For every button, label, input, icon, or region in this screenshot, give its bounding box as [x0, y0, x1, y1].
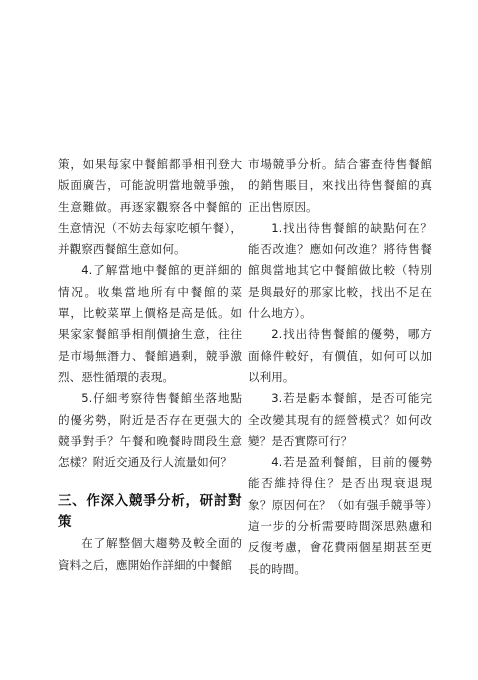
paragraph-continued: 策，如果每家中餐館都爭相刊登大版面廣告，可能說明當地競爭強，生意難做。再逐家觀察各中餐館的生意情況（不妨去每家吃頓午餐），并觀察西餐館生意如何。	[58, 157, 242, 257]
paragraph-item-2: 2.找出待售餐館的優勢，哪方面條件較好，有價值，如何可以加以利用。	[248, 327, 432, 384]
paragraph-continued: 市場競爭分析。結合審查待售餐館的銷售賬目，來找出待售餐館的真正出售原因。	[248, 157, 432, 214]
paragraph-item-5: 5.仔細考察待售餐館坐落地點的優劣勢，附近是否存在更强大的競爭對手？午餐和晚餐時間段生意怎樣？附近交通及行人流量如何？	[58, 391, 242, 470]
paragraph-item-1: 1.找出待售餐館的缺點何在？能否改進？應如何改進？將待售餐館與當地其它中餐館做比較（特別是與最好的那家比較，找出不足在什么地方）。	[248, 220, 432, 321]
right-column	[248, 154, 432, 580]
paragraph-item-4: 4.了解當地中餐館的更詳細的情况。收集當地所有中餐館的菜單，比較菜單上價格是高是低。如果家家餐館爭相削價搶生意，往往是市場無潛力、餐館過剩，競爭激烈、惡性循環的表現。	[58, 263, 242, 384]
paragraph-item-4: 4.若是盈利餐館，目前的優勢能否維持得住？是否出現衰退現象？原因何在？（如有强手競爭等）這一步的分析需要時間深思熟慮和反復考慮，會花費兩個星期甚至更長的時間。	[248, 455, 432, 576]
left-column	[58, 154, 242, 576]
paragraph-intro: 在了解整個大趨勢及較全面的資料之后，應開始作詳細的中餐館	[58, 536, 242, 572]
paragraph-item-3: 3.若是虧本餐館，是否可能完全改變其現有的經營模式？如何改變？是否實際可行？	[248, 391, 432, 448]
section-heading: 三、作深入競爭分析，研討對策	[58, 493, 242, 531]
